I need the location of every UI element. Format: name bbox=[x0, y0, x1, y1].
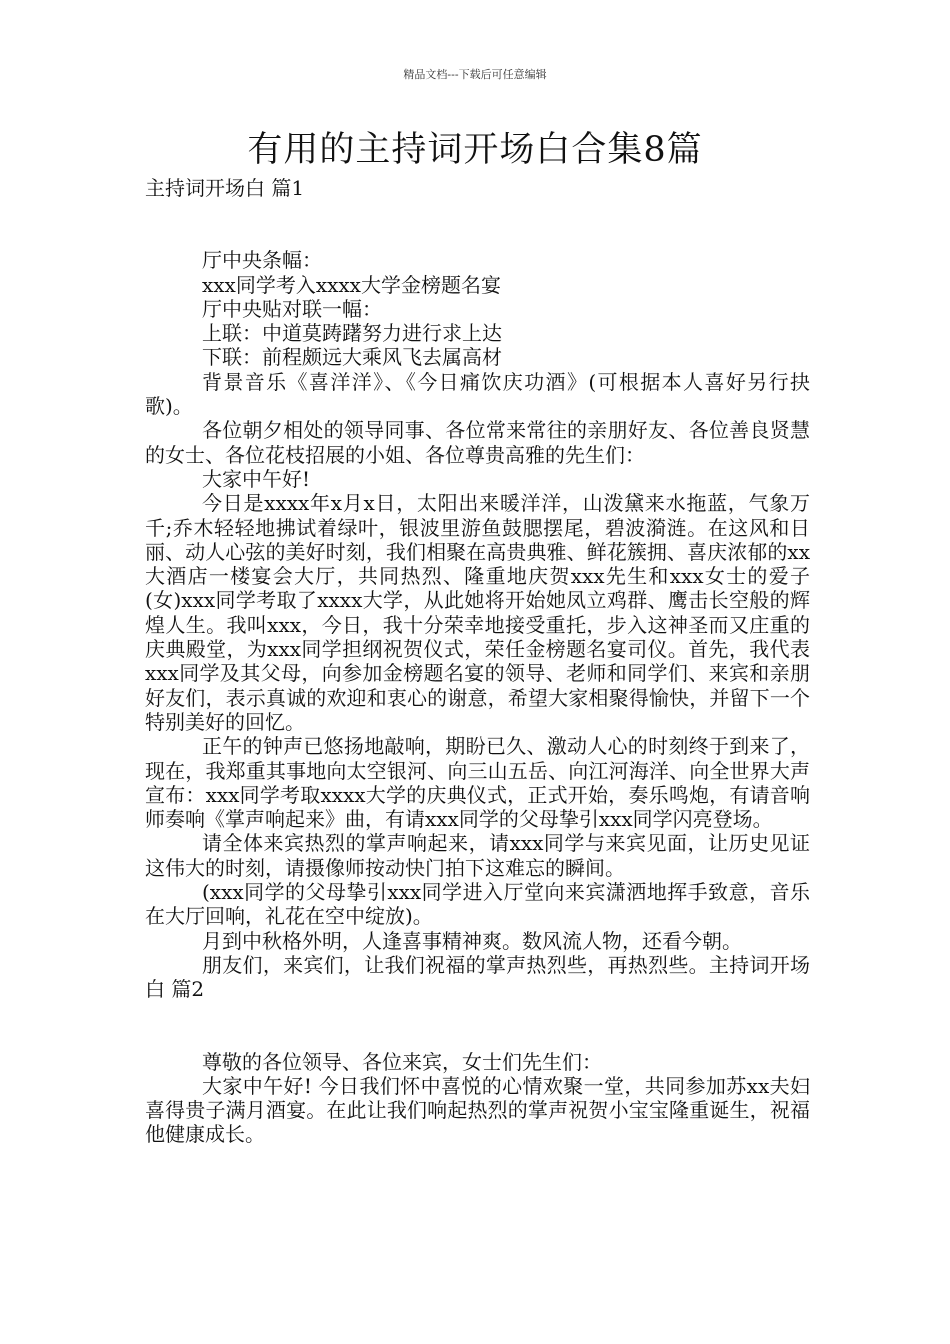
paragraph: (xxx同学的父母挚引xxx同学进入厅堂向来宾潇洒地挥手致意，音乐在大厅回响，礼花在空中绽放)。 bbox=[145, 880, 810, 929]
document-body bbox=[145, 176, 810, 1147]
paragraph: 尊敬的各位领导、各位来宾，女士们先生们： bbox=[202, 1049, 602, 1074]
page-header-note: 精品文档---下载后可任意编辑 bbox=[403, 68, 547, 81]
paragraph: 大家中午好! 今日我们怀中喜悦的心情欢聚一堂，共同参加苏xx夫妇喜得贵子满月酒宴。在此让我们响起热烈的掌声祝贺小宝宝隆重诞生，祝福他健康成长。 bbox=[145, 1073, 810, 1147]
paragraph: 请全体来宾热烈的掌声响起来，请xxx同学与来宾见面，让历史见证这伟大的时刻，请摄像师按动快门拍下这难忘的瞬间。 bbox=[145, 831, 810, 880]
paragraph: 背景音乐《喜洋洋》、《今日痛饮庆功酒》(可根据本人喜好另行抉歌)。 bbox=[145, 369, 810, 419]
paragraph: 下联：前程颇远大乘风飞去属高材 bbox=[202, 345, 502, 370]
paragraph: 朋友们，来宾们，让我们祝福的掌声热烈些，再热烈些。主持词开场白 篇2 bbox=[145, 952, 810, 1002]
paragraph: 大家中午好! bbox=[202, 466, 311, 491]
paragraph: 月到中秋格外明，人逢喜事精神爽。数风流人物，还看今朝。 bbox=[202, 928, 742, 953]
paragraph: 厅中央条幅： bbox=[202, 248, 322, 273]
paragraph: 正午的钟声已悠扬地敲响，期盼已久、激动人心的时刻终于到来了，现在，我郑重其事地向太空银河、向三山五岳、向江河海洋、向全世界大声宣布：xxx同学考取xxxx大学的庆典仪式，正式开始，奏乐鸣炮，有请音响师奏响《掌声响起来》曲，有请xxx同学的父母挚引xxx同学闪亮登场。 bbox=[145, 734, 810, 832]
document-title: 有用的主持词开场白合集8篇 bbox=[247, 130, 703, 170]
paragraph: xxx同学考入xxxx大学金榜题名宴 bbox=[202, 272, 501, 297]
spacer bbox=[145, 200, 810, 248]
paragraph: 今日是xxxx年x月x日，太阳出来暖洋洋，山泼黛来水拖蓝，气象万千;乔木轻轻地拂试着绿叶，银波里游鱼鼓腮摆尾，碧波漪涟。在这风和日丽、动人心弦的美好时刻，我们相聚在高贵典雅、鲜花簇拥、喜庆浓郁的xx大酒店一楼宴会大厅，共同热烈、隆重地庆贺xxx先生和xxx女士的爱子(女)xxx同学考取了xxxx大学，从此她将开始她凤立鸡群、鹰击长空般的辉煌人生。我叫xxx，今日，我十分荣幸地接受重托，步入这神圣而又庄重的庆典殿堂，为xxx同学担纲祝贺仪式，荣任金榜题名宴司仪。首先，我代表xxx同学及其父母，向参加金榜题名宴的领导、老师和同学们、来宾和亲朋好友们，表示真诚的欢迎和衷心的谢意，希望大家相聚得愉快，并留下一个特别美好的回忆。 bbox=[145, 491, 810, 734]
paragraph: 上联：中道莫踌躇努力进行求上达 bbox=[202, 321, 502, 346]
paragraph: 厅中央贴对联一幅： bbox=[202, 296, 382, 321]
section-heading-1: 主持词开场白 篇1 bbox=[145, 176, 305, 200]
spacer bbox=[145, 1002, 810, 1050]
paragraph: 各位朝夕相处的领导同事、各位常来常往的亲朋好友、各位善良贤慧的女士、各位花枝招展的小姐、各位尊贵高雅的先生们： bbox=[145, 418, 810, 467]
